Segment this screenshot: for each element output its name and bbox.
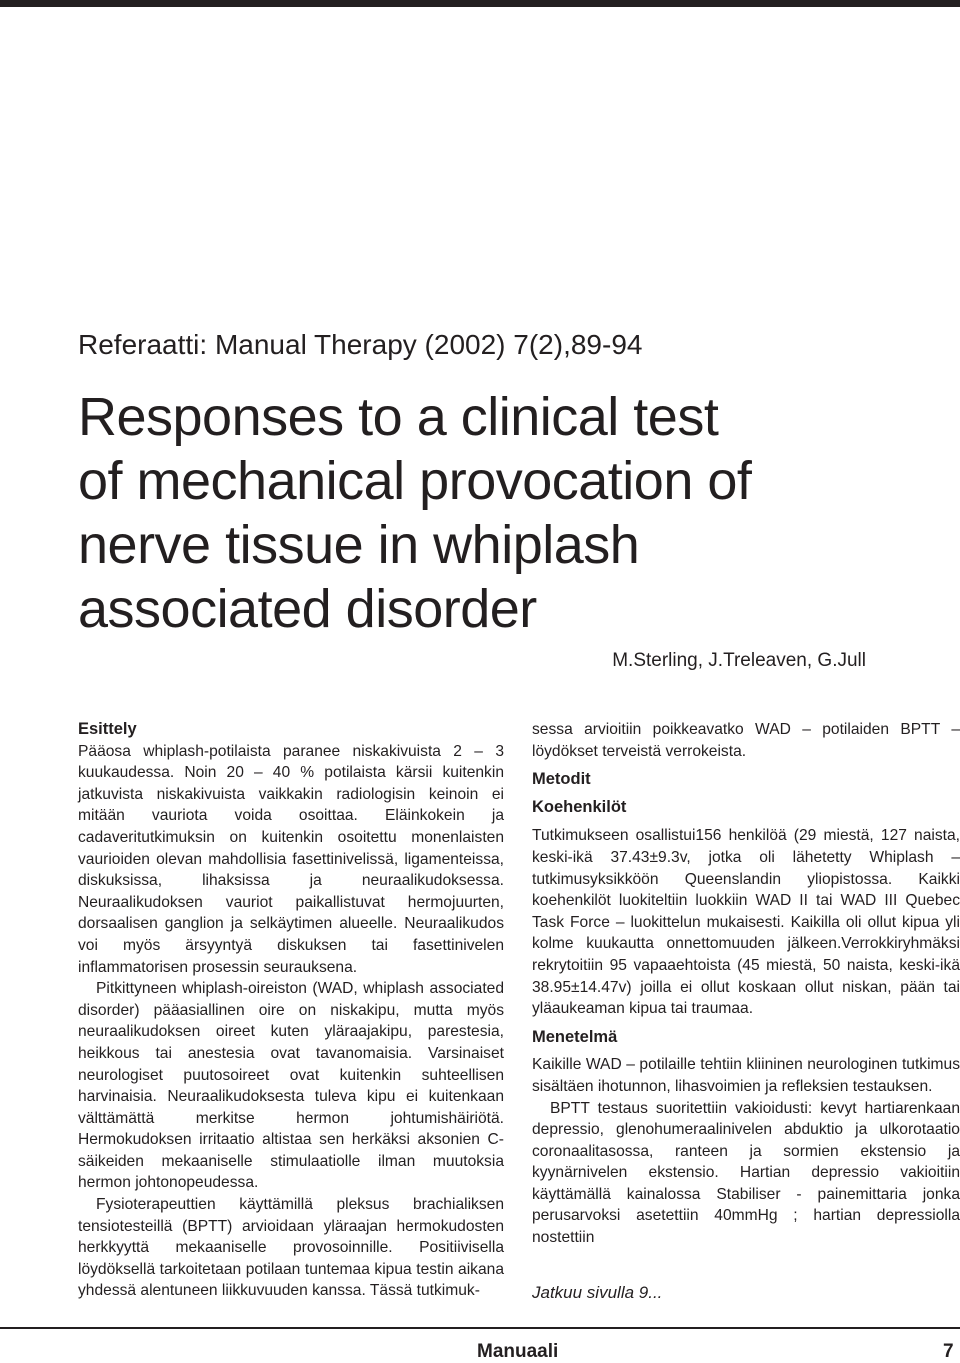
authors: M.Sterling, J.Treleaven, G.Jull	[612, 650, 866, 671]
page-number: 7	[943, 1341, 954, 1362]
paragraph: BPTT testaus suoritettiin vakioidusti: kevyt hartiarenkaan depressio, glenohumeraalinivelen abduktio ja ulkorotaatio coronaalitasossa, ranteen ja sormien ekstensio ja kyynärnivelen ekstensio. Hartian depressio vakioitiin käyttämällä kainalossa Stabiliser - painemittaria jonka perusarvoksi asetettiin 40mmHg ; hartian depressiolla nostettiin	[532, 1099, 960, 1247]
paragraph: Fysioterapeuttien käyttämillä pleksus brachialiksen tensiotesteillä (BPTT) arvioidaan yläraajan hermokudosten herkkyyttä mekaaniselle provosoinnille. Positiivisella löydöksellä tarkoitetaan potilaan tuntemaa kipua testin aikana yhdessä alentuneen liikkuvuuden kanssa. Tässä tutkimuk-	[78, 1196, 504, 1300]
footer-rule	[0, 1327, 960, 1329]
article-header	[78, 325, 878, 641]
paragraph: Pääosa whiplash-potilaista paranee niskakivuista 2 – 3 kuukaudessa. Noin 20 – 40 % potilaista kärsii kuitenkin jatkuvista niskakivuista vaikkakin radiologisin keinoin ei mitään vauriota voida osoittaa. Eläinkokein ja cadaveritutkimuksin on kuitenkin osoitettu monenlaisten vaurioiden olevan mahdollisia fasettinivelissä, ligamenteissa, diskuksissa, lihaksissa ja neuraalikudoksessa. Neuraalikudoksen vauriot paikallistuvat hermojuurten, dorsaalisen ganglion ja selkäytimen alueelle. Neuraalikudos voi myös ärsyyntyä diskuksen tai fasettinivelen inflammatorisen prosessin seurauksena.	[78, 742, 504, 976]
paragraph: Kaikille WAD – potilaille tehtiin kliininen neurologinen tutkimus sisältäen ihotunnon, lihasvoimien ja refleksien testauksen.	[532, 1056, 960, 1095]
title-line: nerve tissue in whiplash	[78, 515, 640, 575]
footer-journal-name: Manuaali	[477, 1341, 559, 1362]
paragraph: Tutkimukseen osallistui156 henkilöä (29 miestä, 127 naista, keski-ikä 37.43±9.3v, jotka oli lähetetty Whiplash – tutkimusyksikköön Queenslandin yliopistossa. Kaikki koehenkilöt luokiteltiin luokkiin WAD II tai WAD III Quebec Task Force – luokittelun mukaisesti. Kaikilla oli ollut kipua yli kolme kuukautta onnettomuuden jälkeen.Verrokkiryhmäksi rekrytoitiin 95 vapaaehtoista (45 miestä, 50 naista, keski-ikä 38.95±14.47v) joilla ei ollut koskaan ollut niskan, pään tai yläaukeaman kipua tai traumaa.	[532, 827, 960, 1018]
left-column	[78, 719, 504, 1302]
article-title	[78, 385, 878, 641]
right-column	[532, 719, 960, 1249]
top-rule	[0, 0, 960, 7]
title-line: associated disorder	[78, 579, 537, 639]
subsection-heading-koehenkilot: Koehenkilöt	[532, 797, 627, 816]
reference-line: Referaatti: Manual Therapy (2002) 7(2),89-94	[78, 329, 643, 360]
title-line: Responses to a clinical test	[78, 387, 719, 447]
paragraph: Pitkittyneen whiplash-oireiston (WAD, whiplash associated disorder) pääasiallinen oire on niskakipu, mutta myös neuraalikudoksen oireet kuten yläraajakipu, parestesia, heikkous tai anestesia ovat tavanomaisia. Varsinaiset neurologiset puutosoireet ovat kuitenkin suhteellisen harvinaisia. Neuraalikudoksesta tuleva kipu ei kuitenkaan välttämättä merkitse hermon johtumishäiriötä. Hermokudoksen irritaatio altistaa sen herkäksi aksonien C-säikeiden mekaaniselle stimulaatiolle ilman muutoksia hermon johtonopeudessa.	[78, 980, 504, 1192]
title-line: of mechanical provocation of	[78, 451, 752, 511]
section-heading-metodit: Metodit	[532, 770, 591, 789]
subsection-heading-menetelma: Menetelmä	[532, 1027, 618, 1046]
section-heading-esittely: Esittely	[78, 720, 137, 738]
continued-note: Jatkuu sivulla 9...	[532, 1283, 663, 1302]
paragraph: sessa arvioitiin poikkeavatko WAD – potilaiden BPTT – löydökset terveistä verrokeista.	[532, 721, 960, 760]
